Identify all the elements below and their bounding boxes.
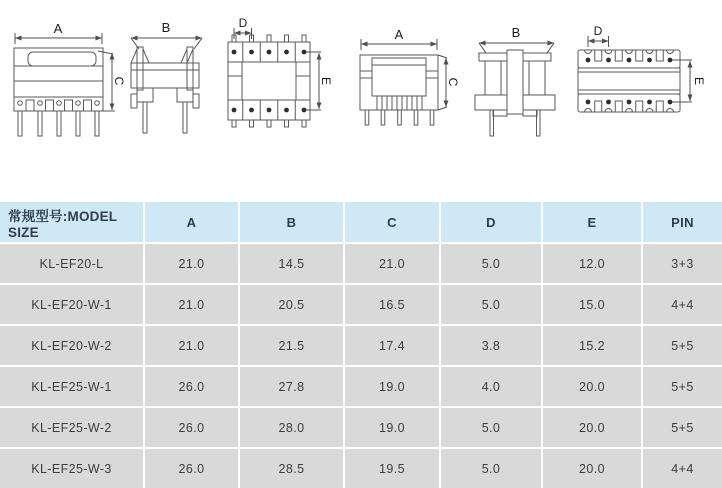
value-c: 19.0 — [345, 367, 439, 406]
header-col-e: E — [543, 202, 641, 242]
value-a: 21.0 — [145, 326, 238, 365]
dim-label-a: A — [394, 27, 404, 42]
model-name: KL-EF20-W-1 — [0, 285, 143, 324]
dim-label-d: D — [238, 16, 248, 30]
value-d: 5.0 — [441, 408, 541, 447]
value-d: 5.0 — [441, 244, 541, 283]
value-pin: 4+4 — [643, 285, 722, 324]
model-name: KL-EF25-W-1 — [0, 367, 143, 406]
value-pin: 5+5 — [643, 367, 722, 406]
value-b: 14.5 — [240, 244, 343, 283]
drawing-ef20-side-view — [126, 14, 218, 164]
value-b: 28.5 — [240, 449, 343, 488]
value-b: 28.0 — [240, 408, 343, 447]
header-col-a: A — [145, 202, 238, 242]
value-a: 21.0 — [145, 244, 238, 283]
model-name: KL-EF25-W-3 — [0, 449, 143, 488]
value-pin: 4+4 — [643, 449, 722, 488]
dim-label-b: B — [511, 25, 521, 40]
value-e: 20.0 — [543, 408, 641, 447]
dim-label-b: B — [161, 20, 171, 35]
model-name: KL-EF20-L — [0, 244, 143, 283]
header-col-b: B — [240, 202, 343, 242]
model-size-table — [0, 202, 722, 488]
drawing-ef25-side-view — [463, 14, 563, 164]
technical-drawings — [0, 0, 722, 202]
dim-label-e: E — [319, 76, 333, 86]
value-e: 20.0 — [543, 367, 641, 406]
value-c: 19.0 — [345, 408, 439, 447]
dim-label-c: C — [112, 76, 126, 86]
value-b: 20.5 — [240, 285, 343, 324]
drawing-ef25-front-view — [352, 14, 458, 164]
model-name: KL-EF20-W-2 — [0, 326, 143, 365]
value-a: 26.0 — [145, 449, 238, 488]
value-pin: 5+5 — [643, 408, 722, 447]
value-d: 4.0 — [441, 367, 541, 406]
value-c: 21.0 — [345, 244, 439, 283]
value-c: 17.4 — [345, 326, 439, 365]
dim-label-d: D — [593, 24, 603, 38]
header-col-d: D — [441, 202, 541, 242]
header-col-pin: PIN — [643, 202, 722, 242]
value-a: 26.0 — [145, 408, 238, 447]
model-name: KL-EF25-W-2 — [0, 408, 143, 447]
header-model-size: 常规型号:MODEL SIZE — [0, 202, 143, 242]
value-a: 21.0 — [145, 285, 238, 324]
value-e: 15.2 — [543, 326, 641, 365]
value-a: 26.0 — [145, 367, 238, 406]
drawing-ef25-pinout-view — [572, 14, 722, 164]
dim-label-c: C — [446, 77, 460, 87]
value-c: 16.5 — [345, 285, 439, 324]
value-c: 19.5 — [345, 449, 439, 488]
value-pin: 3+3 — [643, 244, 722, 283]
value-e: 15.0 — [543, 285, 641, 324]
dim-label-a: A — [53, 21, 63, 36]
header-col-c: C — [345, 202, 439, 242]
value-d: 5.0 — [441, 449, 541, 488]
value-e: 12.0 — [543, 244, 641, 283]
value-e: 20.0 — [543, 449, 641, 488]
drawing-ef20-pinout-view — [222, 14, 332, 164]
value-d: 5.0 — [441, 285, 541, 324]
value-pin: 5+5 — [643, 326, 722, 365]
drawing-ef20-front-view — [8, 14, 126, 164]
value-b: 27.8 — [240, 367, 343, 406]
value-d: 3.8 — [441, 326, 541, 365]
dim-label-e: E — [692, 76, 706, 86]
value-b: 21.5 — [240, 326, 343, 365]
